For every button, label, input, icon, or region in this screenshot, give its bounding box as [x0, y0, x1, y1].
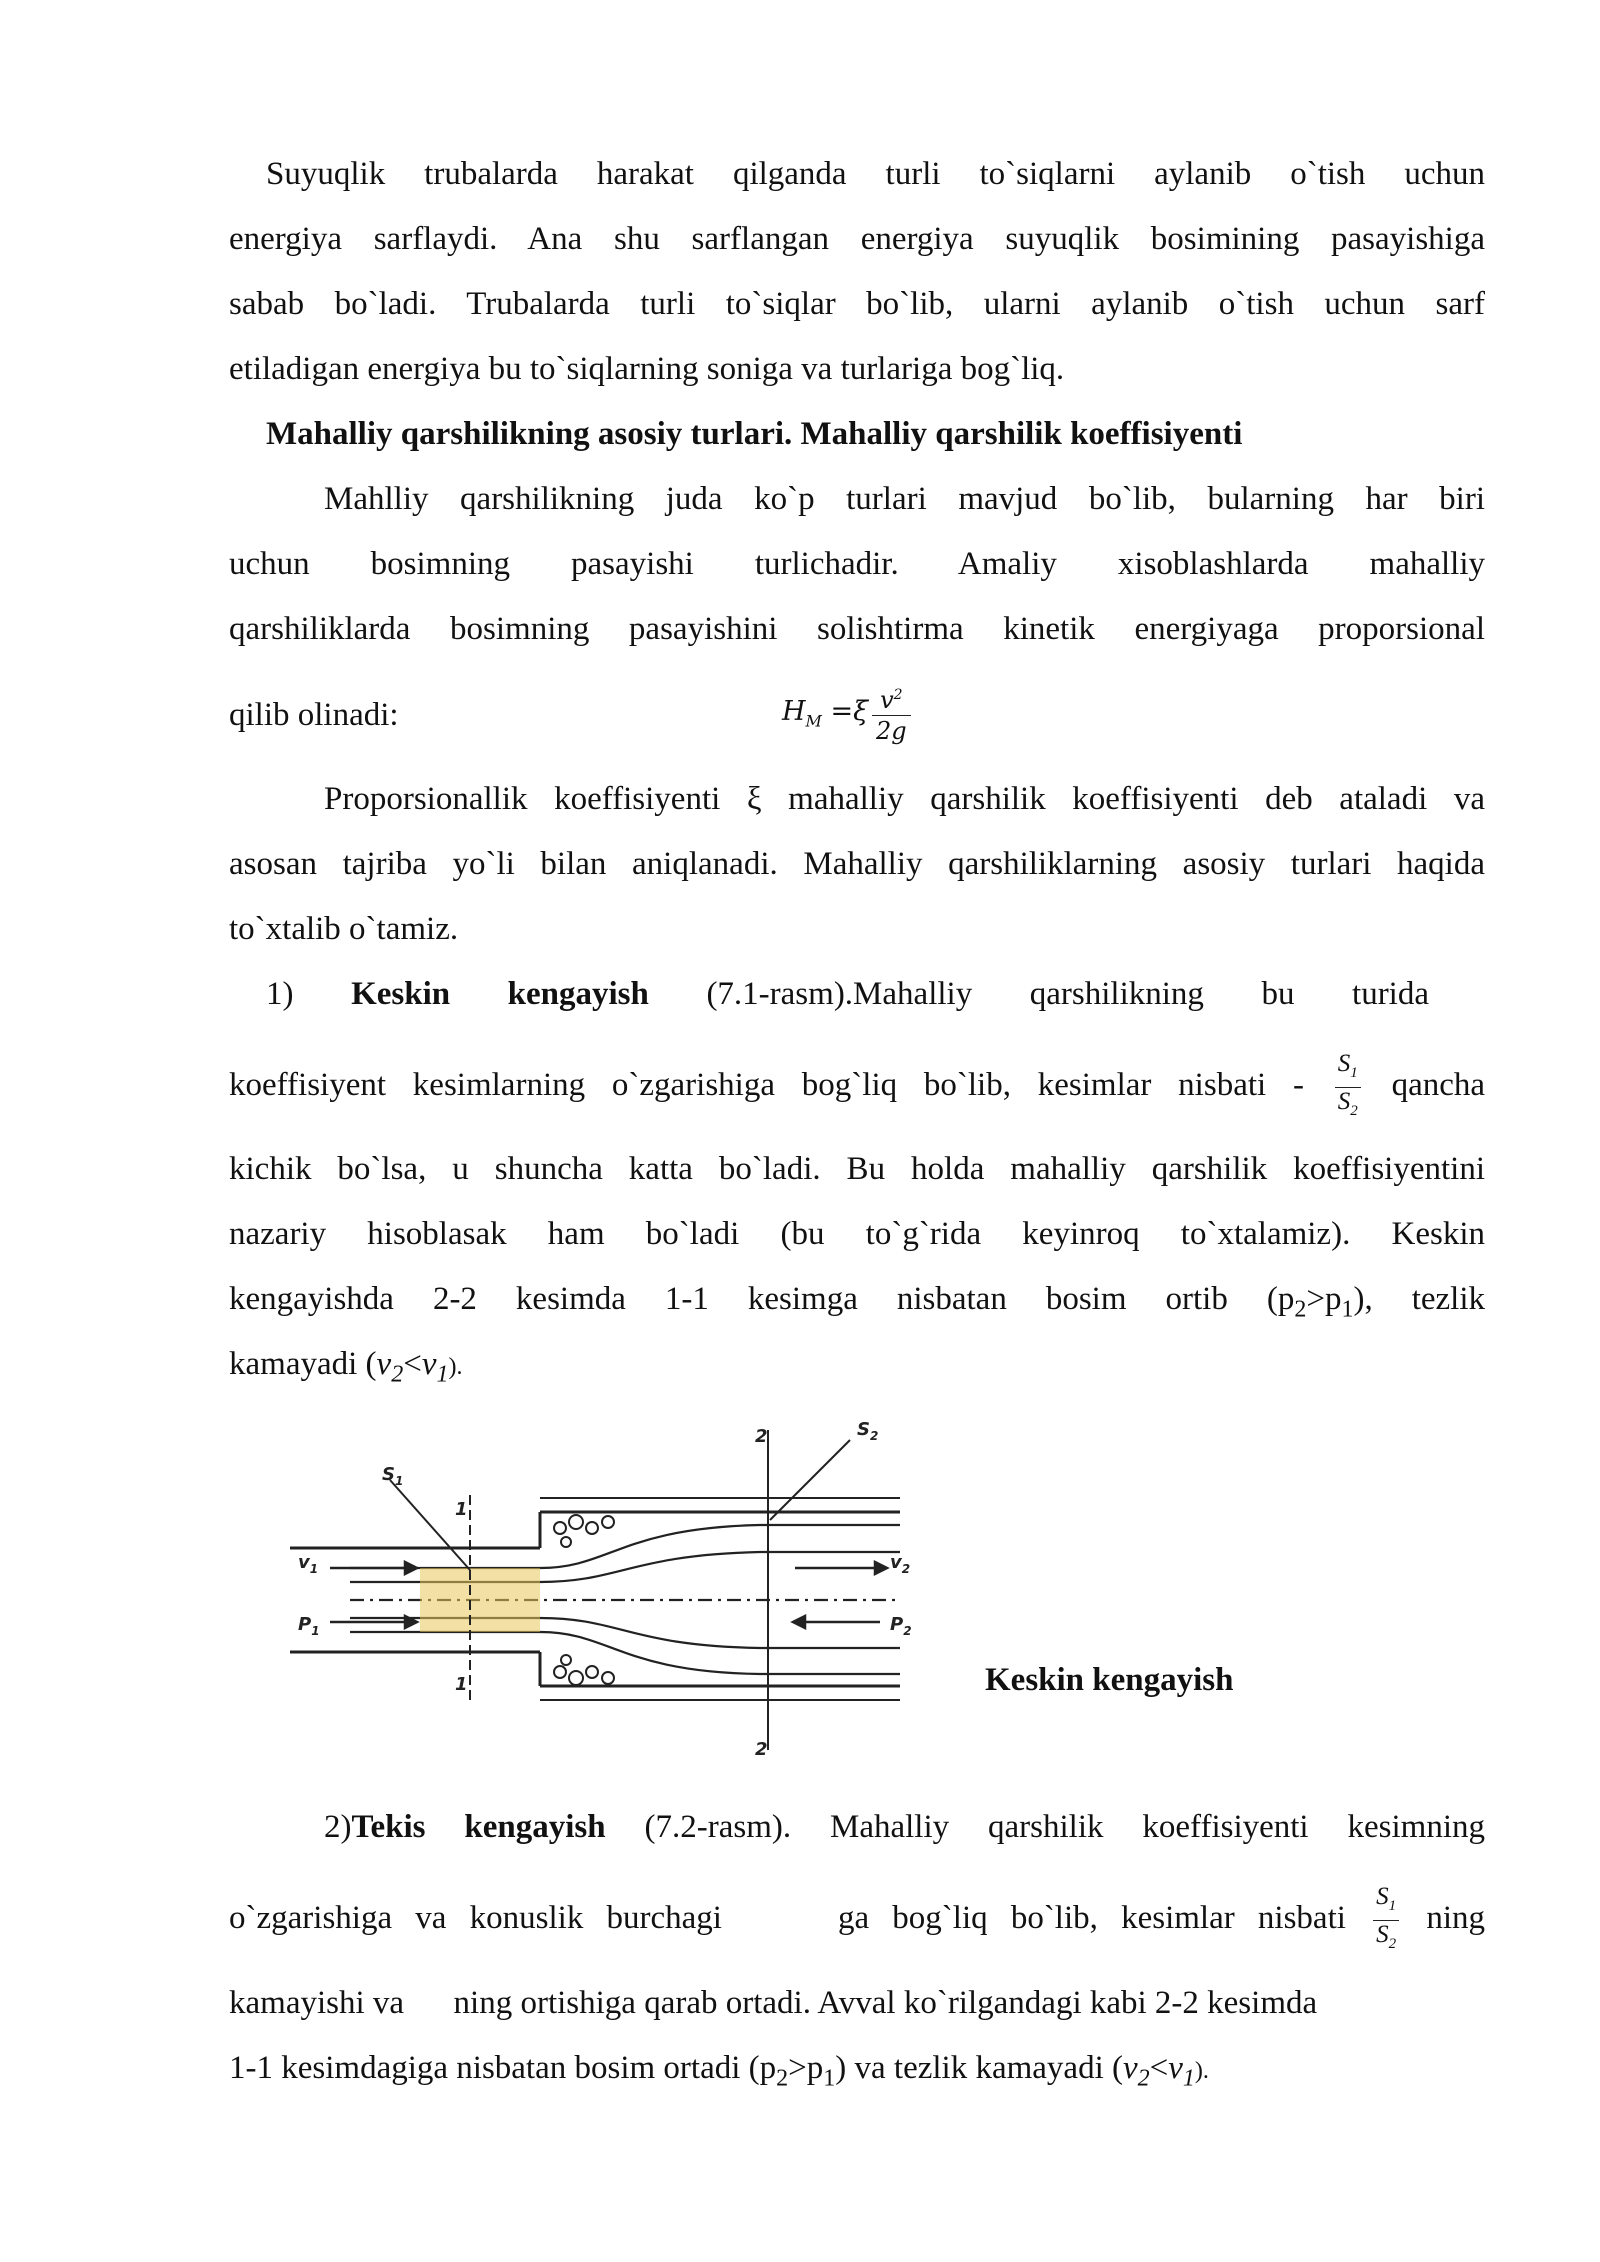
- label-p1: $P_1$: [298, 1614, 320, 1638]
- para1-line3: sabab bo`ladi. Trubalarda turli to`siqlar bo`lib, ularni aylanib o`tish uchun sarf: [229, 286, 1485, 322]
- para1-line4: etiladigan energiya bu to`siqlarning soniga va turlariga bog`liq.: [229, 351, 1065, 387]
- label-section2-bottom: 2: [755, 1739, 768, 1760]
- sudden-expansion-figure: [290, 1410, 930, 1782]
- label-section2-top: 2: [755, 1426, 768, 1447]
- para2-line3: qarshiliklarda bosimning pasayishini solishtirma kinetik energiyaga proporsional: [229, 611, 1485, 647]
- item2-line1: 2)Tekis kengayish (7.2-rasm). Mahalliy qarshilik koeffisiyenti kesimning: [324, 1809, 1485, 1845]
- jet-core-shading: [420, 1568, 540, 1632]
- para3-line1: Proporsionallik koeffisiyenti ξ mahalliy qarshilik koeffisiyenti deb ataladi va: [324, 781, 1485, 817]
- s1-s2-ratio-2: $\frac{S_1}{S_2}$: [1373, 1883, 1399, 1958]
- para2-line2: uchun bosimning pasayishi turlichadir. Amaliy xisoblashlarda mahalliy: [229, 546, 1485, 582]
- item1-line5: kengayishda 2-2 kesimda 1-1 kesimga nisbatan bosim ortib $(p_2>p_1)$, tezlik: [229, 1281, 1485, 1323]
- label-section1-bottom: 1: [455, 1674, 468, 1695]
- para2-line4: qilib olinadi:: [229, 697, 399, 733]
- para1-line1: Suyuqlik trubalarda harakat qilganda turli to`siqlarni aylanib o`tish uchun: [266, 156, 1485, 192]
- label-v1: $v_1$: [298, 1552, 319, 1576]
- item2-line3: kamayishi va ning ortishiga qarab ortadi. Avval ko`rilgandagi kabi 2-2 kesimda: [229, 1985, 1318, 2021]
- para3-line2: asosan tajriba yo`li bilan aniqlanadi. Mahalliy qarshiliklarning asosiy turlari haqida: [229, 846, 1485, 882]
- item1-line2: koeffisiyent kesimlarning o`zgarishiga bog`liq bo`lib, kesimlar nisbati - $\frac{S_1}{S_2}$ qancha: [229, 1050, 1485, 1125]
- para3-line3: to`xtalib o`tamiz.: [229, 911, 459, 947]
- head-loss-formula: $H_M =\xi$ $\frac{v^2}{2g}$: [782, 680, 911, 746]
- label-v2: $v_2$: [890, 1552, 911, 1576]
- label-p2: $P_2$: [890, 1614, 912, 1638]
- figure-caption: Keskin kengayish: [985, 1662, 1234, 1698]
- item2-line2: o`zgarishiga va konuslik burchagi ga bog`liq bo`lib, kesimlar nisbati $\frac{S_1}{S_2}$ ning: [229, 1883, 1485, 1958]
- item1-line6: kamayadi $(v_2<v_1)$.: [229, 1346, 463, 1388]
- item1-line4: nazariy hisoblasak ham bo`ladi (bu to`g`rida keyinroq to`xtalamiz). Keskin: [229, 1216, 1485, 1252]
- para1-line2: energiya sarflaydi. Ana shu sarflangan energiya suyuqlik bosimining pasayishiga: [229, 221, 1485, 257]
- label-section1-top: 1: [455, 1499, 468, 1520]
- item2-line4: 1-1 kesimdagiga nisbatan bosim ortadi $(p_2>p_1)$ va tezlik kamayadi $(v_2<v_1)$.: [229, 2050, 1209, 2092]
- item1-line3: kichik bo`lsa, u shuncha katta bo`ladi. Bu holda mahalliy qarshilik koeffisiyentini: [229, 1151, 1485, 1187]
- para2-line1: Mahlliy qarshilikning juda ko`p turlari mavjud bo`lib, bularning har biri: [324, 481, 1485, 517]
- item1-line1: 1) Keskin kengayish (7.1-rasm).Mahalliy qarshilikning bu turida: [266, 976, 1429, 1012]
- s1-s2-ratio: $\frac{S_1}{S_2}$: [1335, 1050, 1361, 1125]
- label-s2: $S_2$: [857, 1419, 879, 1443]
- label-s1: $S_1$: [382, 1464, 404, 1488]
- section-heading: Mahalliy qarshilikning asosiy turlari. Mahalliy qarshilik koeffisiyenti: [266, 416, 1243, 452]
